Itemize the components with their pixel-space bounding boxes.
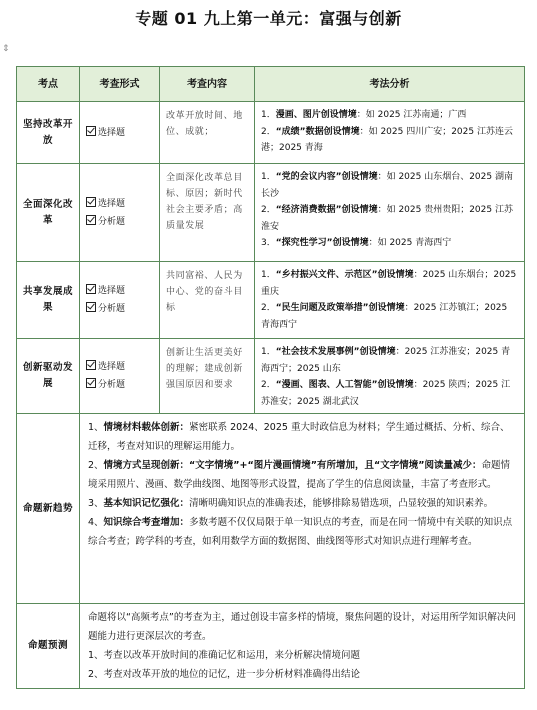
analysis-rest: ：如 2025 青海西宁: [368, 238, 452, 248]
analysis-rest: ：如 2025 贵州贵阳；2025 江苏淮安: [261, 205, 513, 232]
trend-item: [88, 418, 518, 456]
header-form: 考查形式: [80, 67, 160, 102]
exam-analysis-cell: [255, 164, 525, 262]
analysis-bold: “成绩”数据创设情境: [275, 126, 360, 137]
form-option: [86, 195, 153, 213]
analysis-rest: ：2025 陕西；2025 江苏淮安；2025 湖北武汉: [261, 380, 511, 407]
checkbox-checked-icon: [86, 302, 96, 312]
prediction-line: 1、考查以改革开放时间的准确记忆和运用，来分析解决情境问题: [88, 650, 361, 661]
analysis-rest: ：2025 江苏镇江；2025 青海西宁: [261, 303, 508, 330]
exam-content-cell: 全面深化改革总目标、原因；新时代社会主要矛盾；高质量发展: [160, 164, 255, 262]
trend-bold: 知识综合考查增加：: [103, 517, 190, 528]
analysis-item: [261, 202, 518, 235]
analysis-bold: “探究性学习”创设情境: [275, 238, 369, 248]
form-label: 分析题: [98, 304, 126, 314]
exam-form-cell: [80, 262, 160, 339]
exam-analysis-cell: [255, 339, 525, 414]
trend-label-cell: 命题新趋势: [17, 414, 80, 604]
form-option: [86, 213, 153, 231]
checkbox-checked-icon: [86, 197, 96, 207]
form-label: 选择题: [98, 286, 126, 296]
analysis-num: 1．: [261, 110, 276, 120]
exam-form-cell: [80, 339, 160, 414]
exam-point-cell: 全面深化改革: [17, 164, 80, 262]
analysis-rest: ：如 2025 江苏南通；广西: [356, 110, 467, 120]
checkbox-checked-icon: [86, 378, 96, 388]
analysis-num: 3．: [261, 238, 276, 248]
trend-item: [88, 456, 518, 494]
table-row: [17, 339, 525, 414]
analysis-item: [261, 107, 518, 124]
trend-item: [88, 513, 518, 551]
header-content: 考查内容: [160, 67, 255, 102]
analysis-rest: ：2025 山东烟台；2025 重庆: [261, 270, 517, 297]
exam-analysis-table: [16, 66, 525, 689]
form-label: 分析题: [98, 216, 126, 227]
analysis-item: [261, 377, 518, 410]
exam-analysis-cell: [255, 102, 525, 164]
analysis-rest: ：2025 江苏淮安；2025 青海西宁；2025 山东: [261, 347, 511, 374]
trend-num: 1、: [88, 422, 104, 433]
trend-rest: 紧密联系 2024、2025 重大时政信息为材料；学生通过概括、分析、综合、迁移，考查对知识的理解运用能力。: [88, 422, 510, 452]
analysis-num: 1．: [261, 172, 276, 182]
table-anchor-icon[interactable]: ⇕: [2, 44, 10, 54]
exam-content-cell: 改革开放时间、地位、成就；: [160, 102, 255, 164]
analysis-bold: “漫画、图表、人工智能”创设情境: [275, 380, 414, 390]
form-option: [86, 300, 153, 318]
trend-num: 2、: [88, 460, 104, 471]
exam-point-cell: 创新驱动发展: [17, 339, 80, 414]
trend-rest: 命题情境采用照片、漫画、数学曲线图、地图等形式设置，提高了学生的信息阅读量，丰富了考查形式。: [88, 460, 510, 490]
analysis-num: 2．: [261, 205, 276, 215]
analysis-num: 2．: [261, 126, 276, 137]
prediction-label-cell: 命题预测: [17, 604, 80, 689]
analysis-bold: 漫画、图片创设情境: [275, 110, 357, 120]
exam-analysis-table-wrapper: [16, 66, 524, 689]
exam-content-cell: 共同富裕、人民为中心、党的奋斗目标: [160, 262, 255, 339]
analysis-bold: “社会技术发展事例”创设情境: [275, 347, 396, 357]
analysis-bold: “乡村振兴文件、示范区”创设情境: [275, 270, 414, 280]
trend-bold: 情境材料载体创新：: [103, 422, 190, 433]
analysis-bold: “经济消费数据”创设情境: [275, 205, 378, 215]
exam-form-cell: [80, 102, 160, 164]
analysis-item: [261, 344, 518, 377]
form-label: 分析题: [98, 380, 126, 390]
form-label: 选择题: [98, 198, 126, 209]
exam-form-cell: [80, 164, 160, 262]
form-option: [86, 124, 153, 142]
analysis-bold: “党的会议内容”创设情境: [275, 172, 378, 182]
exam-analysis-cell: [255, 262, 525, 339]
checkbox-checked-icon: [86, 126, 96, 136]
analysis-rest: ：如 2025 山东烟台、2025 湖南长沙: [261, 172, 513, 199]
checkbox-checked-icon: [86, 360, 96, 370]
trend-bold: 情境方式呈现创新：“文字情境”+“图片漫画情境”有所增加，且“文字情境”阅读量减少：: [103, 460, 482, 471]
trend-bold: 基本知识记忆强化：: [103, 498, 190, 509]
trend-rest: 多数考题不仅仅局限于单一知识点的考查，而是在同一情境中有关联的知识点综合考查；跨学科的考查，如利用数学方面的数据图、曲线图等形式对知识点进行理解考查。: [88, 517, 513, 547]
form-label: 选择题: [98, 362, 126, 372]
analysis-item: [261, 169, 518, 202]
table-row: [17, 262, 525, 339]
prediction-line: 2、考查对改革开放的地位的记忆，进一步分析材料准确得出结论: [88, 669, 361, 680]
form-option: [86, 282, 153, 300]
analysis-item: [261, 300, 518, 333]
exam-content-cell: 创新让生活更美好的理解；建成创新强国原因和要求: [160, 339, 255, 414]
header-point: 考点: [17, 67, 80, 102]
form-label: 选择题: [98, 127, 126, 138]
table-row-prediction: [17, 604, 525, 689]
table-row: [17, 164, 525, 262]
analysis-num: 2．: [261, 380, 276, 390]
analysis-bold: “民生问题及政策举措”创设情境: [275, 303, 405, 313]
prediction-line: 命题将以“高频考点”的考查为主，通过创设丰富多样的情境，聚焦问题的设计，对运用所学知识解决问题能力进行更深层次的考查。: [88, 612, 516, 642]
header-row: [17, 67, 525, 102]
analysis-num: 1．: [261, 347, 276, 357]
checkbox-checked-icon: [86, 215, 96, 225]
analysis-item: [261, 235, 518, 252]
form-option: [86, 376, 153, 394]
table-row: [17, 102, 525, 164]
analysis-item: [261, 267, 518, 300]
analysis-num: 2．: [261, 303, 276, 313]
prediction-content-cell: [80, 604, 525, 689]
trend-rest: 清晰明确知识点的准确表述，能够排除易错选项，凸显较强的知识素养。: [189, 498, 494, 509]
page-title: 专题 01 九上第一单元：富强与创新: [135, 9, 402, 28]
trend-item: [88, 494, 518, 513]
table-row-trend: [17, 414, 525, 604]
header-analysis: 考法分析: [255, 67, 525, 102]
trend-content-cell: [80, 414, 525, 604]
trend-num: 3、: [88, 498, 104, 509]
checkbox-checked-icon: [86, 284, 96, 294]
analysis-rest: ：如 2025 四川广安；2025 江苏连云港；2025 青海: [261, 126, 513, 153]
trend-num: 4、: [88, 517, 104, 528]
exam-point-cell: 共享发展成果: [17, 262, 80, 339]
analysis-item: [261, 124, 518, 157]
analysis-num: 1．: [261, 270, 276, 280]
form-option: [86, 358, 153, 376]
exam-point-cell: 坚持改革开放: [17, 102, 80, 164]
